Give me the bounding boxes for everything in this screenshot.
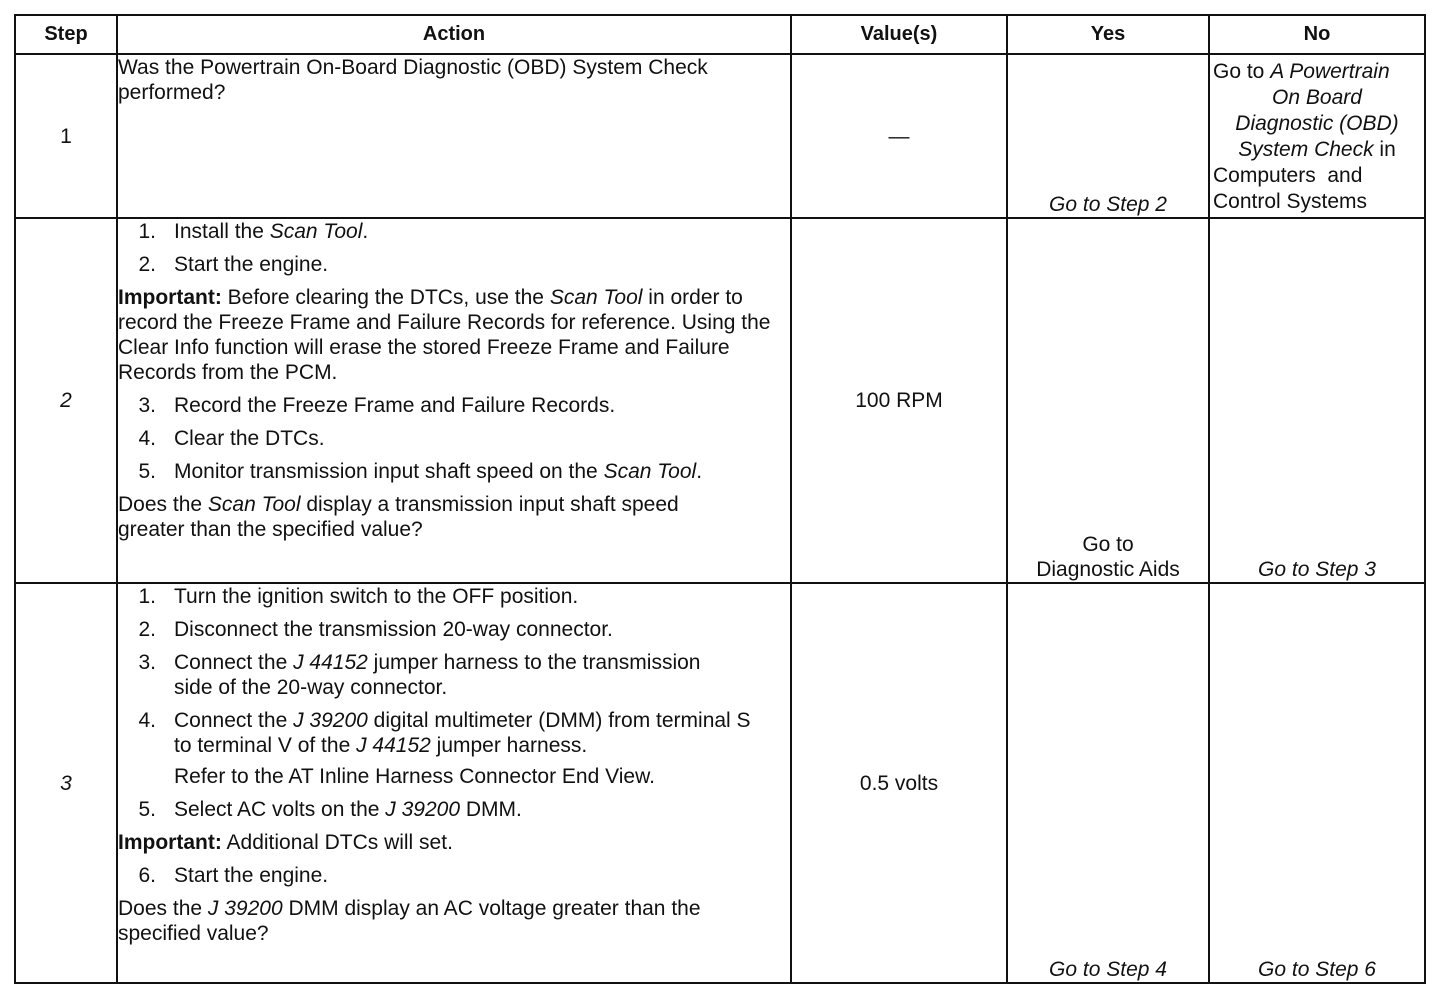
value-cell: 100 RPM [791, 218, 1007, 583]
list-item: 2. Disconnect the transmission 20-way connector. [138, 618, 613, 641]
list-item: 4. Connect the J 39200 digital multimeter (DMM) from terminal S to terminal V of the J 44152 jumper harness. [138, 709, 751, 757]
table-row-step-2 [15, 218, 1425, 583]
list-item: 1. Install the Scan Tool. [138, 220, 369, 243]
tool-name: J 44152 [356, 734, 431, 757]
no-line-6: Control Systems [1213, 190, 1368, 213]
no-link[interactable]: Go to Step 3 [1209, 218, 1425, 583]
procedure-list-a [118, 584, 790, 758]
table-row-step-3 [15, 583, 1425, 983]
no-line-3[interactable]: Diagnostic (OBD) [1235, 112, 1399, 135]
list-item: 5. Monitor transmission input shaft speed on the Scan Tool. [138, 460, 703, 483]
table-row-step-1 [15, 54, 1425, 218]
header-values: Value(s) [791, 15, 1007, 54]
procedure-list-b [118, 797, 790, 822]
action-cell [117, 583, 791, 983]
procedure-list-c [118, 863, 790, 888]
action-cell [117, 54, 791, 218]
diagnostic-table [14, 14, 1426, 984]
procedure-list-a [118, 219, 790, 277]
list-item: 4. Clear the DTCs. [138, 427, 325, 450]
important-note: Important: Additional DTCs will set. [118, 831, 453, 854]
list-item: 3. Connect the J 44152 jumper harness to the transmission side of the 20-way connector. [138, 651, 701, 699]
action-cell [117, 218, 791, 583]
list-item: 6. Start the engine. [138, 864, 329, 887]
yes-link[interactable]: Go to Diagnostic Aids [1007, 218, 1209, 583]
list-item: 2. Start the engine. [138, 253, 329, 276]
action-question: Does the Scan Tool display a transmission input shaft speed greater than the specified value? [118, 493, 679, 541]
yes-link[interactable]: Go to Step 4 [1007, 583, 1209, 983]
step-number: 1 [15, 54, 117, 218]
no-line-5: Computers and [1213, 164, 1363, 187]
tool-name: Scan Tool [269, 220, 363, 243]
no-line-4[interactable]: System Check in [1238, 138, 1396, 161]
tool-name: J 44152 [293, 651, 368, 674]
step-number: 3 [15, 583, 117, 983]
action-question: Was the Powertrain On-Board Diagnostic (OBD) System Check performed? [118, 56, 708, 104]
header-row [15, 15, 1425, 54]
important-note: Important: Before clearing the DTCs, use the Scan Tool in order to record the Freeze Frame and Failure Records for reference. Using the Clear Info function will erase the stored Freeze Frame and Failure Records from the PCM. [118, 286, 771, 384]
header-no: No [1209, 15, 1425, 54]
value-cell: — [791, 54, 1007, 218]
procedure-list-b [118, 393, 790, 484]
header-step: Step [15, 15, 117, 54]
value-cell: 0.5 volts [791, 583, 1007, 983]
list-item: 1. Turn the ignition switch to the OFF position. [138, 585, 579, 608]
list-item: 3. Record the Freeze Frame and Failure Records. [138, 394, 616, 417]
action-question: Does the J 39200 DMM display an AC voltage greater than the specified value? [118, 897, 701, 945]
header-action: Action [117, 15, 791, 54]
no-line-2[interactable]: On Board [1272, 86, 1362, 109]
yes-link[interactable]: Go to Step 2 [1007, 54, 1209, 218]
no-line-1[interactable]: Go to A Powertrain [1213, 60, 1390, 83]
step-number: 2 [15, 218, 117, 583]
tool-name: J 39200 [293, 709, 368, 732]
sub-note: Refer to the AT Inline Harness Connector End View. [174, 765, 655, 788]
list-item: 5. Select AC volts on the J 39200 DMM. [138, 798, 522, 821]
header-yes: Yes [1007, 15, 1209, 54]
no-link[interactable]: Go to Step 6 [1209, 583, 1425, 983]
tool-name: J 39200 [385, 798, 461, 821]
no-cell [1209, 54, 1425, 218]
